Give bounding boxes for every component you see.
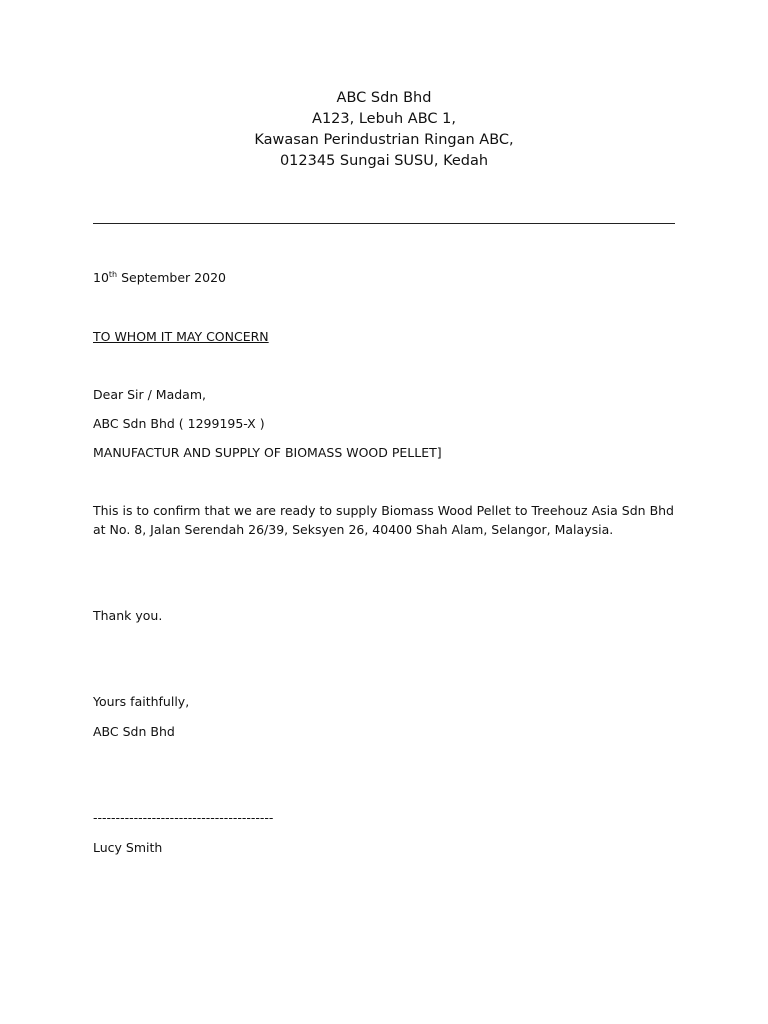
signatory-name: Lucy Smith [93, 840, 163, 855]
date-day: 10 [93, 270, 109, 285]
company-registration: ABC Sdn Bhd ( 1299195-X ) [93, 416, 265, 431]
address-line-1: A123, Lebuh ABC 1, [312, 111, 456, 127]
body-paragraph: This is to confirm that we are ready to supply Biomass Wood Pellet to Treehouz Asia Sdn Bhd at No. 8, Jalan Serendah 26/39, Seksyen 26, 40400 Shah Alam, Selangor, Malaysia. [93, 503, 674, 537]
letter-heading: TO WHOM IT MAY CONCERN [93, 329, 269, 344]
closing-company: ABC Sdn Bhd [93, 724, 175, 739]
company-name: ABC Sdn Bhd [336, 90, 432, 106]
letterhead [0, 88, 768, 172]
letter-date [93, 268, 226, 287]
salutation: Dear Sir / Madam, [93, 387, 206, 402]
address-line-2: Kawasan Perindustrian Ringan ABC, [254, 132, 514, 148]
date-suffix: th [108, 269, 118, 279]
address-line-3: 012345 Sungai SUSU, Kedah [279, 153, 489, 169]
header-divider [93, 223, 675, 224]
letter-subject: MANUFACTUR AND SUPPLY OF BIOMASS WOOD PELLET] [93, 445, 442, 460]
signature-line: ---------------------------------------- [93, 810, 274, 825]
closing: Yours faithfully, [93, 694, 190, 709]
date-rest: September 2020 [117, 270, 226, 285]
thank-you: Thank you. [93, 608, 163, 623]
